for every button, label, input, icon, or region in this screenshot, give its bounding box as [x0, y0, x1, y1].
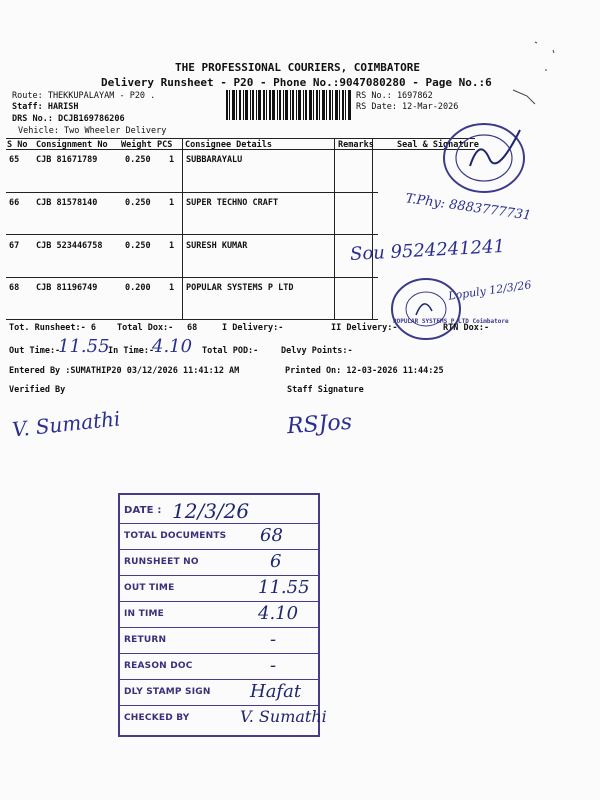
- row-consignment: CJB 81671789: [36, 155, 98, 165]
- col-header-consignment: Consignment No: [36, 140, 108, 150]
- company-title: THE PROFESSIONAL COURIERS, COIMBATORE: [175, 61, 421, 74]
- staff-text: Staff: HARISH: [12, 102, 79, 112]
- ii-delivery: II Delivery:-: [331, 323, 398, 333]
- handwritten-phone-67: Sou 9524241241: [349, 235, 506, 266]
- runsheet-subtitle: Delivery Runsheet - P20 - Phone No.:9047080280 - Page No.:6: [101, 76, 492, 89]
- company-seal-icon: [440, 118, 530, 198]
- stamp-row-value: Hafat: [250, 681, 302, 702]
- staff-signature: RSJos: [286, 409, 353, 440]
- row-consignment: CJB 81196749: [36, 283, 98, 293]
- rs-number: RS No.: 1697862: [356, 91, 433, 101]
- stamp-row-label: CHECKED BY: [124, 713, 190, 723]
- stamp-row: [120, 601, 318, 628]
- total-runsheet: Tot. Runsheet:- 6: [9, 323, 96, 333]
- stamp-row: [120, 575, 318, 602]
- table-bottom-rule: [6, 319, 378, 320]
- vehicle-text: Vehicle: Two Wheeler Delivery: [18, 126, 167, 136]
- stamp-row-value: V. Sumathi: [240, 707, 327, 726]
- rs-date: RS Date: 12-Mar-2026: [356, 102, 459, 112]
- verified-signature: V. Sumathi: [11, 406, 122, 442]
- col-divider-remarks: [334, 138, 335, 319]
- row-sno: 65: [9, 155, 20, 165]
- stamp-row-label: DLY STAMP SIGN: [124, 687, 211, 697]
- total-pod: Total POD:-: [202, 346, 259, 356]
- stamp-row: [120, 705, 327, 732]
- row-consignment: CJB 523446758: [36, 241, 103, 251]
- stamp-row-label: OUT TIME: [124, 583, 175, 593]
- row-weight: 0.250: [125, 198, 151, 208]
- handwritten-phone-66: T.Phy: 8883777731: [404, 191, 533, 224]
- printed-on: Printed On: 12-03-2026 11:44:25: [285, 366, 444, 376]
- row-pcs: 1: [169, 241, 175, 251]
- row-sno: 66: [9, 198, 20, 208]
- stamp-row-label: IN TIME: [124, 609, 165, 619]
- stamp-date-label: DATE :: [124, 505, 162, 516]
- pen-marks: [505, 30, 585, 110]
- col-divider-signature: [372, 138, 373, 319]
- row-pcs: 1: [169, 155, 175, 165]
- rtn-dox: RTN Dox:-: [443, 323, 490, 333]
- col-header-remarks: Remarks: [338, 140, 374, 150]
- stamp-row: [120, 679, 318, 706]
- in-time-label: In Time:-: [108, 346, 155, 356]
- stamp-row-value: 6: [270, 551, 282, 572]
- verified-by-label: Verified By: [9, 385, 66, 395]
- seal-text: POPULAR SYSTEMS P LTD Coimbatore: [393, 318, 509, 325]
- row-consignee: POPULAR SYSTEMS P LTD: [186, 283, 294, 293]
- table-top-rule: [6, 138, 475, 139]
- stamp-date-value: 12/3/26: [172, 499, 250, 523]
- col-header-sno: S No: [7, 140, 28, 150]
- row-rule: [6, 277, 378, 278]
- route-text: Route: THEKKUPALAYAM - P20 .: [12, 91, 156, 101]
- row-weight: 0.200: [125, 283, 151, 293]
- row-consignee: SURESH KUMAR: [186, 241, 248, 251]
- row-sno: 68: [9, 283, 20, 293]
- popular-systems-seal-icon: [388, 275, 468, 345]
- stamp-row: [120, 653, 318, 680]
- col-divider-consignee: [182, 138, 183, 319]
- entered-by: Entered By :SUMATHIP20 03/12/2026 11:41:12 AM: [9, 366, 240, 376]
- row-consignee: SUPER TECHNO CRAFT: [186, 198, 279, 208]
- row-consignment: CJB 81578140: [36, 198, 98, 208]
- col-header-weight: Weight: [121, 140, 152, 150]
- row-rule: [6, 234, 378, 235]
- delvy-points: Delvy Points:-: [281, 346, 353, 356]
- stamp-row-value: -: [270, 629, 277, 650]
- row-sno: 67: [9, 241, 20, 251]
- col-header-seal: Seal & Signature: [397, 140, 479, 150]
- stamp-row: [120, 549, 318, 576]
- drs-text: DRS No.: DCJB169786206: [12, 114, 125, 124]
- barcode: [226, 90, 352, 120]
- out-time-value: 11.55: [58, 336, 110, 357]
- stamp-row-label: RETURN: [124, 635, 167, 645]
- stamp-row-value: -: [270, 655, 277, 676]
- out-time-label: Out Time:-: [9, 346, 61, 356]
- row-weight: 0.250: [125, 241, 151, 251]
- i-delivery: I Delivery:-: [222, 323, 284, 333]
- col-header-pcs: PCS: [157, 140, 173, 150]
- stamp-row: [120, 523, 318, 550]
- row-weight: 0.250: [125, 155, 151, 165]
- delivery-stamp-box: [118, 493, 327, 737]
- col-header-consignee: Consignee Details: [185, 140, 272, 150]
- handwritten-sign-68: Lopuly 12/3/26: [447, 278, 533, 303]
- stamp-row-value: 68: [260, 525, 283, 546]
- stamp-row-label: RUNSHEET NO: [124, 557, 199, 567]
- in-time-value: 4.10: [152, 336, 193, 357]
- stamp-row-value: 4.10: [258, 603, 299, 624]
- stamp-row: [120, 627, 318, 654]
- stamp-row-label: REASON DOC: [124, 661, 193, 671]
- total-dox-value: 68: [187, 323, 198, 333]
- stamp-row-value: 11.55: [258, 577, 310, 598]
- row-pcs: 1: [169, 198, 175, 208]
- stamp-row-label: TOTAL DOCUMENTS: [124, 531, 227, 541]
- row-pcs: 1: [169, 283, 175, 293]
- row-rule: [6, 192, 378, 193]
- staff-signature-label: Staff Signature: [287, 385, 364, 395]
- total-dox-label: Total Dox:-: [117, 323, 174, 333]
- row-consignee: SUBBARAYALU: [186, 155, 243, 165]
